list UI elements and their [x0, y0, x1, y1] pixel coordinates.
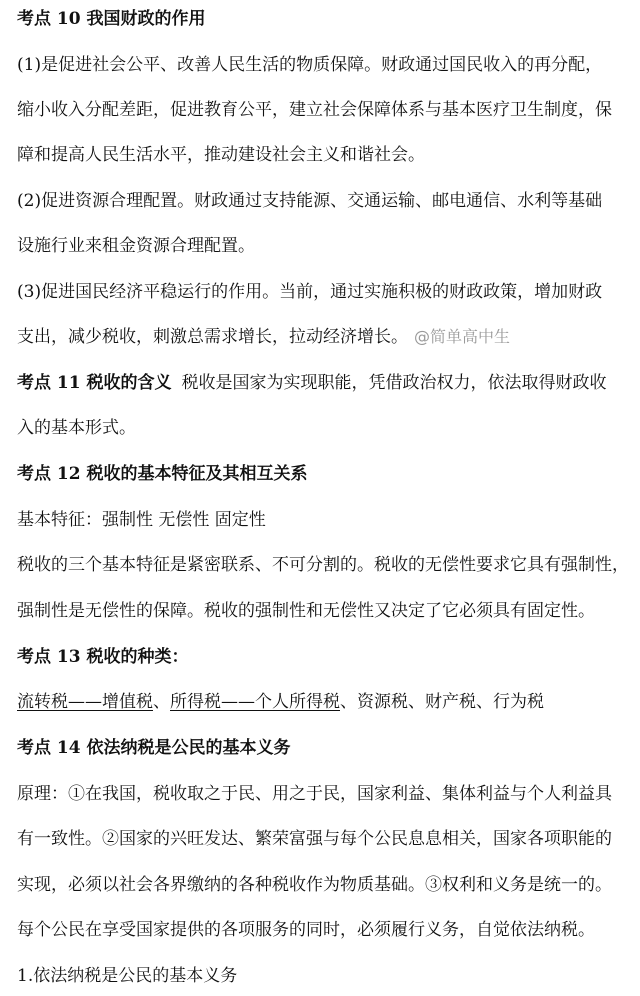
heading-s13: 考点 13 税收的种类：: [17, 647, 189, 667]
s14-p-line3: 实现，必须以社会各界缴纳的各种税收作为物质基础。③权利和义务是统一的。: [17, 875, 612, 895]
s11-text: 税收是国家为实现职能，凭借政治权力，依法取得财政收: [181, 373, 607, 393]
s13-types: [17, 690, 630, 714]
s10-p2-line1: (2)促进资源合理配置。财政通过支持能源、交通运输、邮电通信、水利等基础: [17, 191, 603, 211]
s10-p1-line2: 缩小收入分配差距，促进教育公平，建立社会保障体系与基本医疗卫生制度，保: [17, 100, 612, 120]
heading-s10: 考点 10 我国财政的作用: [17, 9, 206, 29]
s11-line2: 入的基本形式。: [17, 418, 136, 438]
tax-type-income: 所得税——个人所得税: [170, 692, 340, 712]
s10-p3-line1: (3)促进国民经济平稳运行的作用。当前，通过实施积极的财政政策，增加财政: [17, 282, 603, 302]
s14-item1: 1.依法纳税是公民的基本义务: [17, 966, 238, 986]
s10-p2-line2: 设施行业来租金资源合理配置。: [17, 236, 255, 256]
tax-type-turnover: 流转税——增值税: [17, 692, 153, 712]
tax-type-rest: 、资源税、财产税、行为税: [340, 692, 544, 712]
s14-p-line4: 每个公民在享受国家提供的各项服务的同时，必须履行义务，自觉依法纳税。: [17, 920, 595, 940]
tax-type-sep: 、: [153, 692, 170, 712]
s10-p3-line2: [17, 325, 630, 349]
s14-p-line1: 原理：①在我国，税收取之于民、用之于民，国家利益、集体利益与个人利益具: [17, 784, 612, 804]
s11-line1: [17, 371, 630, 395]
heading-s12: 考点 12 税收的基本特征及其相互关系: [17, 464, 308, 484]
heading-s11: 考点 11 税收的含义: [17, 373, 172, 393]
watermark: @简单高中生: [414, 327, 511, 346]
s10-p1-line1: (1)是促进社会公平、改善人民生活的物质保障。财政通过国民收入的再分配，: [17, 55, 603, 75]
s12-p-line2: 强制性是无偿性的保障。税收的强制性和无偿性又决定了它必须具有固定性。: [17, 601, 595, 621]
s14-p-line2: 有一致性。②国家的兴旺发达、繁荣富强与每个公民息息相关，国家各项职能的: [17, 829, 612, 849]
s12-p-line1: 税收的三个基本特征是紧密联系、不可分割的。税收的无偿性要求它具有强制性，: [17, 555, 629, 575]
s12-features: 基本特征：强制性 无偿性 固定性: [17, 510, 266, 530]
s10-p3-line2-text: 支出，减少税收，刺激总需求增长，拉动经济增长。: [17, 327, 408, 347]
s10-p1-line3: 障和提高人民生活水平，推动建设社会主义和谐社会。: [17, 145, 425, 165]
heading-s14: 考点 14 依法纳税是公民的基本义务: [17, 738, 291, 758]
